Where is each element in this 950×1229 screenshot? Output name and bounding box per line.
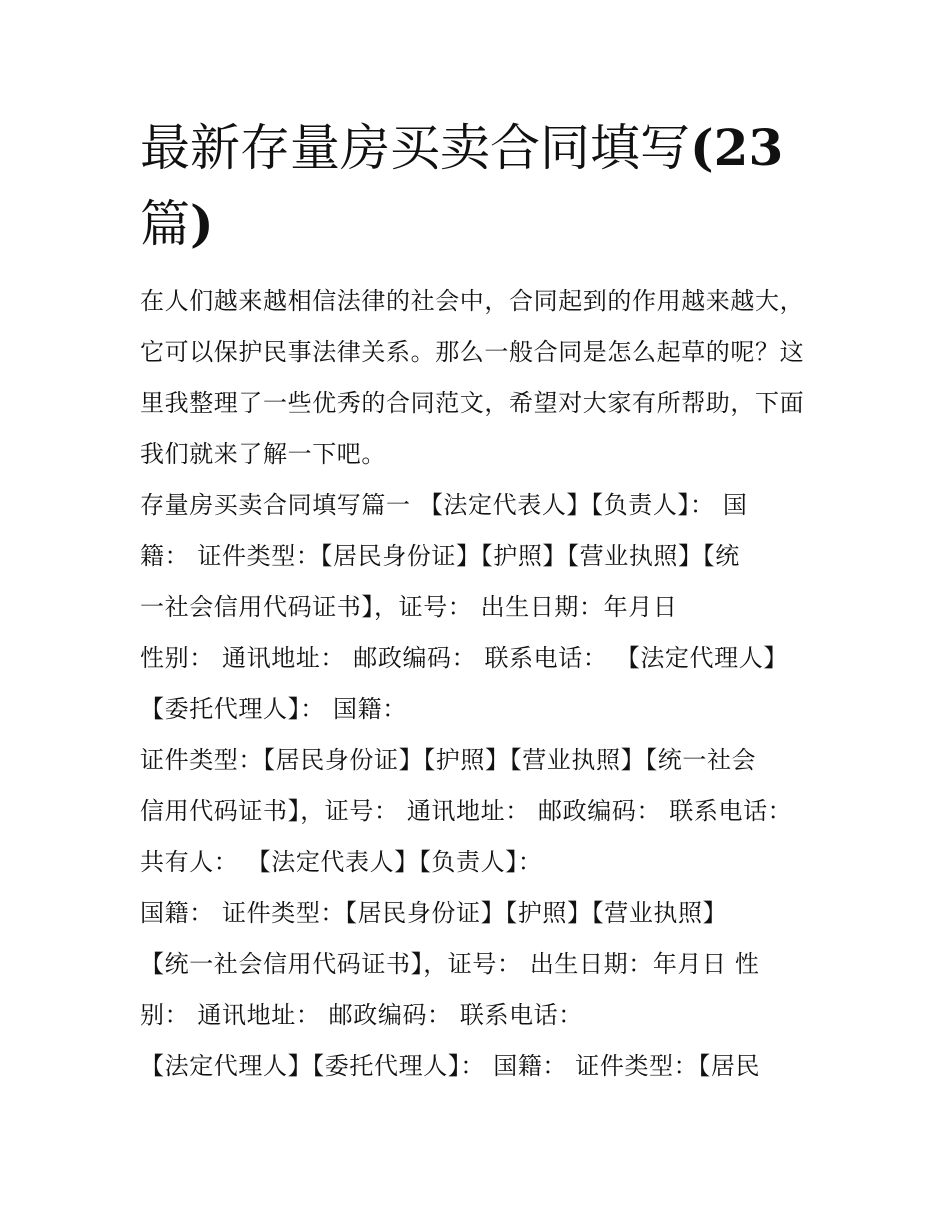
document-title (140, 110, 820, 262)
body-line: 证件类型：【居民身份证】【护照】【营业执照】【统一社会 (140, 746, 757, 774)
body-line: 籍： 证件类型：【居民身份证】【护照】【营业执照】【统 (140, 542, 740, 570)
title-line-1-text: 最新存量房买卖合同填写 (140, 119, 690, 177)
body-line: 共有人： 【法定代表人】【负责人】： (140, 848, 543, 876)
body-line: 在人们越来越相信法律的社会中，合同起到的作用越来越大， (140, 287, 805, 315)
document-body (140, 276, 830, 1092)
body-line: 里我整理了一些优秀的合同范文，希望对大家有所帮助，下面 (140, 389, 805, 417)
body-line: 信用代码证书】，证号： 通讯地址： 邮政编码： 联系电话： (140, 797, 793, 825)
body-line: 性别： 通讯地址： 邮政编码： 联系电话： 【法定代理人】 (140, 644, 788, 672)
body-line: 它可以保护民事法律关系。那么一般合同是怎么起草的呢？这 (140, 338, 805, 366)
title-line-1-number: (23 (690, 118, 784, 177)
body-line: 【法定代理人】【委托代理人】： 国籍： 证件类型：【居民 (140, 1052, 761, 1080)
title-line-2-paren: ) (190, 194, 214, 253)
body-line: 【统一社会信用代码证书】，证号： 出生日期：年月日 性 (140, 950, 760, 978)
body-line: 国籍： 证件类型：【居民身份证】【护照】【营业执照】 (140, 899, 728, 927)
body-line: 别： 通讯地址： 邮政编码： 联系电话： (140, 1001, 583, 1029)
title-line-2 (140, 186, 820, 262)
title-line-2-text: 篇 (140, 195, 190, 253)
body-line: 我们就来了解一下吧。 (140, 440, 386, 468)
title-line-1 (140, 110, 820, 186)
body-line: 存量房买卖合同填写篇一 【法定代表人】【负责人】： 国 (140, 491, 748, 519)
body-line: 【委托代理人】： 国籍： (140, 695, 407, 723)
body-line: 一社会信用代码证书】，证号： 出生日期：年月日 (140, 593, 678, 621)
